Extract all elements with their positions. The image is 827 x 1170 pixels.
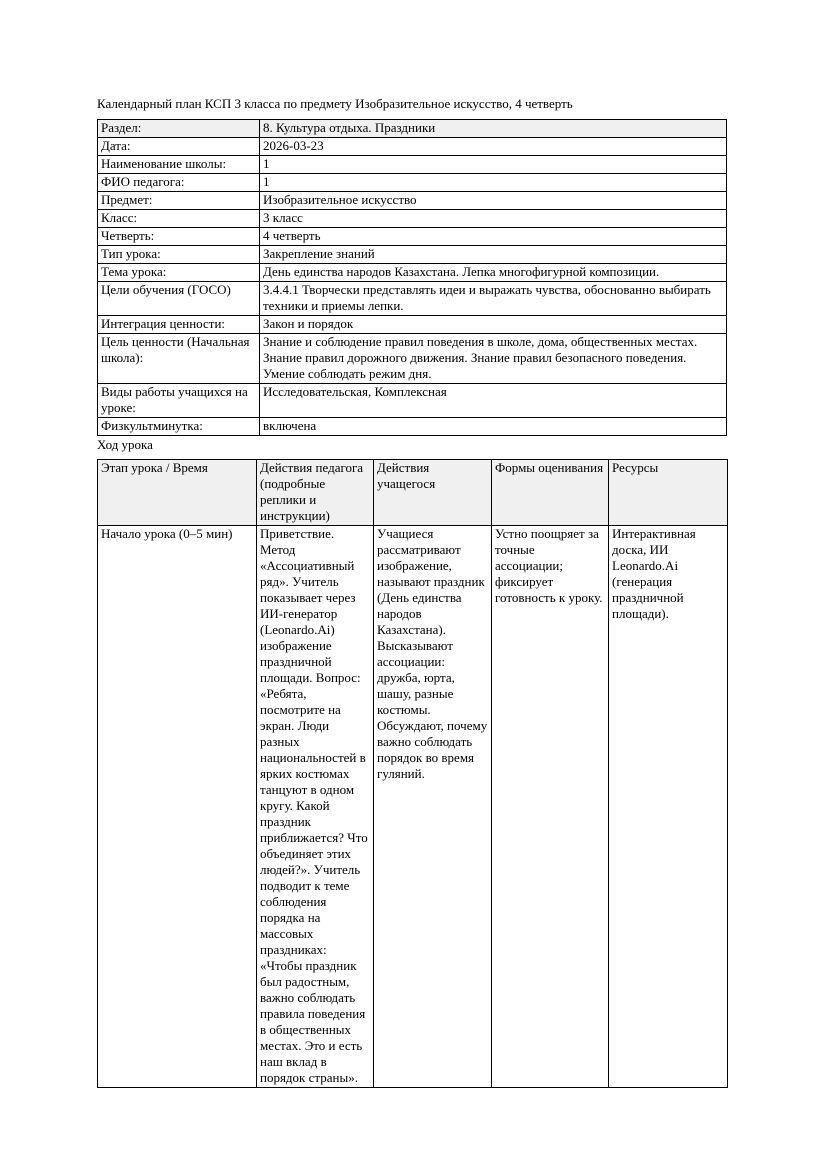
info-row-label: Дата: <box>98 138 260 156</box>
info-row-value: 4 четверть <box>260 228 727 246</box>
info-row-label: Раздел: <box>98 120 260 138</box>
info-table-row <box>98 120 727 138</box>
info-table-row <box>98 210 727 228</box>
info-row-label: Класс: <box>98 210 260 228</box>
info-row-value: 2026-03-23 <box>260 138 727 156</box>
info-row-value: включена <box>260 418 727 436</box>
info-table-row <box>98 264 727 282</box>
info-row-label: Физкультминутка: <box>98 418 260 436</box>
lesson-table-head <box>98 460 728 526</box>
lesson-table-header-cell: Ресурсы <box>609 460 728 526</box>
info-table-body <box>98 120 727 436</box>
info-row-label: Цель ценности (Начальная школа): <box>98 334 260 384</box>
info-row-label: ФИО педагога: <box>98 174 260 192</box>
info-row-value: Закон и порядок <box>260 316 727 334</box>
info-row-value: Исследовательская, Комплексная <box>260 384 727 418</box>
info-row-value: Изобразительное искусство <box>260 192 727 210</box>
info-row-label: Тема урока: <box>98 264 260 282</box>
lesson-table-header-row <box>98 460 728 526</box>
info-row-label: Интеграция ценности: <box>98 316 260 334</box>
info-row-label: Виды работы учащихся на уроке: <box>98 384 260 418</box>
info-row-value: 8. Культура отдыха. Праздники <box>260 120 727 138</box>
info-row-value: 1 <box>260 156 727 174</box>
info-table-row <box>98 246 727 264</box>
lesson-flow-heading: Ход урока <box>97 437 153 452</box>
lesson-cell-student: Учащиеся рассматривают изображение, называют праздник (День единства народов Казахстана). Высказывают ассоциации: дружба, юрта, шашу, разные костюмы. Обсуждают, почему важно соблюдать порядок во время гуляний. <box>374 526 492 1088</box>
info-table-row <box>98 174 727 192</box>
info-table-row <box>98 228 727 246</box>
info-table-row <box>98 418 727 436</box>
info-row-label: Наименование школы: <box>98 156 260 174</box>
info-table-row <box>98 384 727 418</box>
lesson-cell-teacher: Приветствие. Метод «Ассоциативный ряд». Учитель показывает через ИИ-генератор (Leonardo.Ai) изображение праздничной площади. Вопрос: «Ребята, посмотрите на экран. Люди разных национальностей в ярких костюмах танцуют в одном кругу. Какой праздник приближается? Что объединяет этих людей?». Учитель подводит к теме соблюдения порядка на массовых праздниках: «Чтобы праздник был радостным, важно соблюдать правила поведения в общественных местах. Это и есть наш вклад в порядок страны». <box>257 526 374 1088</box>
info-table-row <box>98 334 727 384</box>
info-row-value: Закрепление знаний <box>260 246 727 264</box>
info-row-value: 1 <box>260 174 727 192</box>
document-title: Календарный план КСП 3 класса по предмету Изобразительное искусство, 4 четверть <box>97 96 573 111</box>
info-table-row <box>98 316 727 334</box>
lesson-table-header-cell: Формы оценивания <box>492 460 609 526</box>
info-row-label: Предмет: <box>98 192 260 210</box>
lesson-table-row <box>98 526 728 1088</box>
info-row-value: День единства народов Казахстана. Лепка многофигурной композиции. <box>260 264 727 282</box>
info-row-label: Тип урока: <box>98 246 260 264</box>
lesson-cell-stage: Начало урока (0–5 мин) <box>98 526 257 1088</box>
lesson-info-table <box>97 119 727 436</box>
info-row-label: Цели обучения (ГОСО) <box>98 282 260 316</box>
lesson-table-body <box>98 526 728 1088</box>
info-table-row <box>98 282 727 316</box>
lesson-table-header-cell: Действия педагога (подробные реплики и инструкции) <box>257 460 374 526</box>
info-row-value: 3.4.4.1 Творчески представлять идеи и выражать чувства, обоснованно выбирать техники и приемы лепки. <box>260 282 727 316</box>
info-table-row <box>98 138 727 156</box>
info-row-value: Знание и соблюдение правил поведения в школе, дома, общественных местах. Знание правил дорожного движения. Знание правил безопасного поведения. Умение соблюдать режим дня. <box>260 334 727 384</box>
lesson-table-header-cell: Действия учащегося <box>374 460 492 526</box>
lesson-cell-resources: Интерактивная доска, ИИ Leonardo.Ai (генерация праздничной площади). <box>609 526 728 1088</box>
info-table-row <box>98 156 727 174</box>
info-row-value: 3 класс <box>260 210 727 228</box>
info-table-row <box>98 192 727 210</box>
lesson-cell-assessment: Устно поощряет за точные ассоциации; фиксирует готовность к уроку. <box>492 526 609 1088</box>
lesson-flow-table <box>97 459 728 1088</box>
lesson-table-header-cell: Этап урока / Время <box>98 460 257 526</box>
info-row-label: Четверть: <box>98 228 260 246</box>
